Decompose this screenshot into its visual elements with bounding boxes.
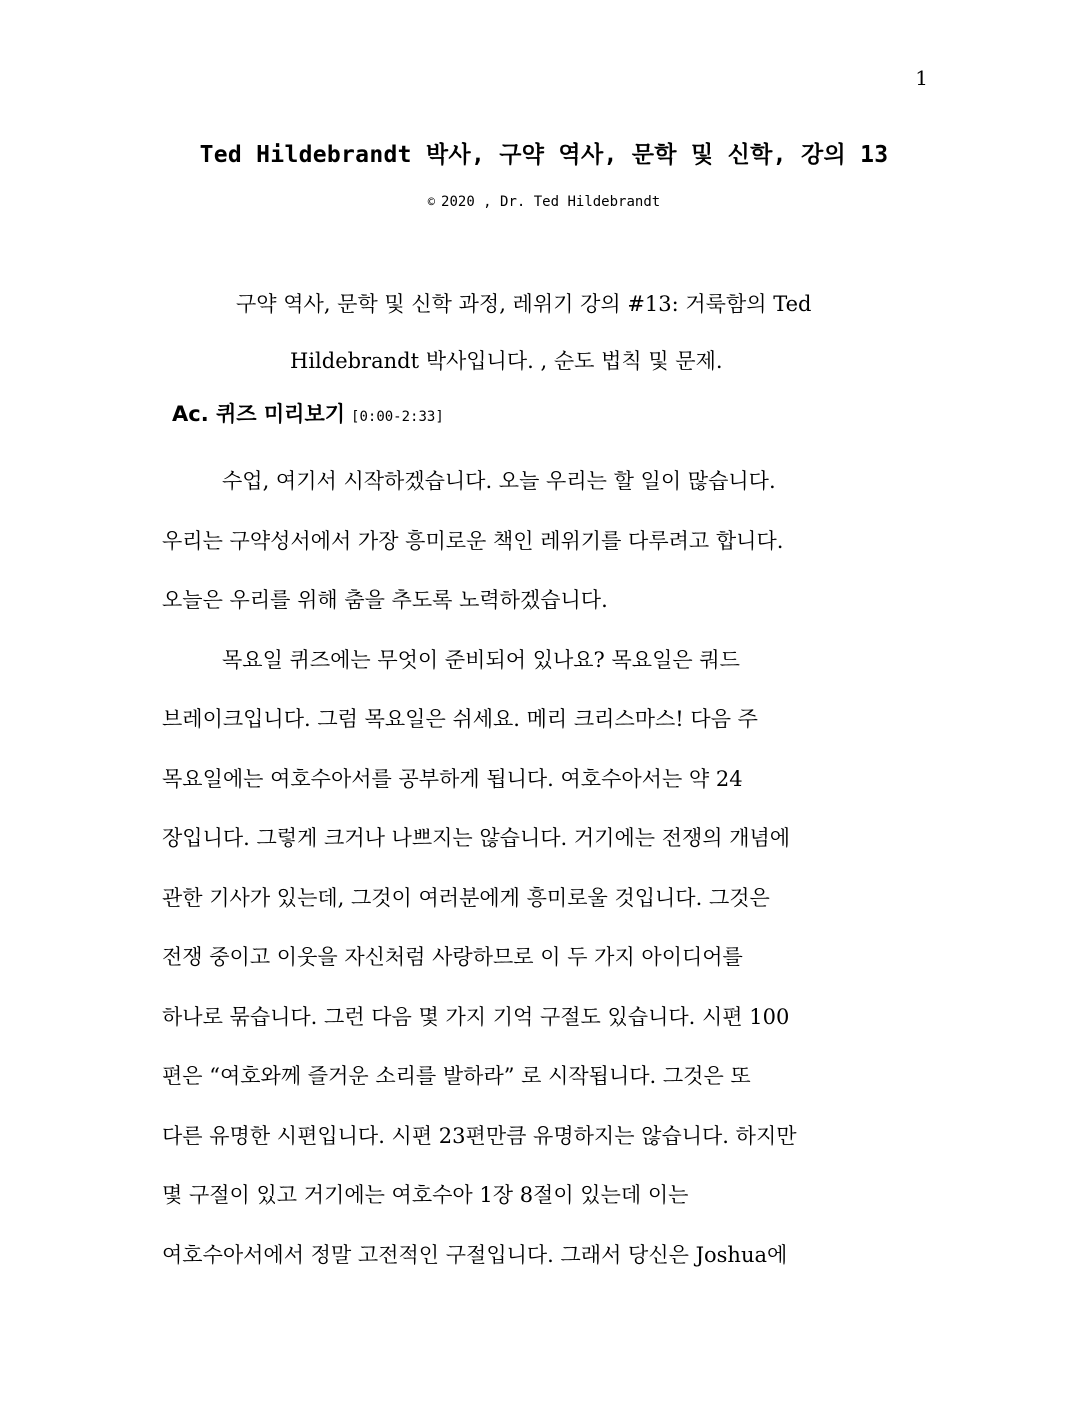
body-line: 우리는 구약성서에서 가장 흥미로운 책인 레위기를 다루려고 합니다. xyxy=(162,528,784,553)
copyright-icon: © xyxy=(427,195,436,209)
section-timestamp: [0:00-2:33] xyxy=(351,409,444,425)
body-line: 전쟁 중이고 이웃을 자신처럼 사랑하므로 이 두 가지 아이디어를 xyxy=(162,945,743,969)
body-line: 하나로 묶습니다. 그런 다음 몇 가지 기억 구절도 있습니다. 시편 100 xyxy=(162,1004,790,1029)
intro-line: 구약 역사, 문학 및 신학 과정, 레위기 강의 #13: 거룩함의 Ted xyxy=(236,292,812,316)
body-line: 목요일 퀴즈에는 무엇이 준비되어 있나요? 목요일은 쿼드 xyxy=(222,647,740,672)
intro-paragraph xyxy=(166,276,926,390)
body-line: 수업, 여기서 시작하겠습니다. 오늘 우리는 할 일이 많습니다. xyxy=(222,469,776,493)
body-line: 편은 “여호와께 즐거운 소리를 발하라” 로 시작됩니다. 그것은 또 xyxy=(162,1064,751,1088)
body-line: 오늘은 우리를 위해 춤을 추도록 노력하겠습니다. xyxy=(162,588,608,612)
body-text xyxy=(162,452,922,1285)
body-line: 관한 기사가 있는데, 그것이 여러분에게 흥미로울 것입니다. 그것은 xyxy=(162,885,770,910)
section-heading xyxy=(172,398,444,428)
body-line: 장입니다. 그렇게 크거나 나쁘지는 않습니다. 거기에는 전쟁의 개념에 xyxy=(162,826,791,850)
copyright-text: 2020 , Dr. Ted Hildebrandt xyxy=(441,194,661,210)
intro-line: Hildebrandt 박사입니다. , 순도 법칙 및 문제. xyxy=(290,349,723,373)
document-title: Ted Hildebrandt 박사, 구약 역사, 문학 및 신학, 강의 13 xyxy=(199,142,889,168)
copyright-line xyxy=(0,194,1088,210)
section-heading-text: Ac. 퀴즈 미리보기 xyxy=(172,402,346,426)
body-line: 몇 구절이 있고 거기에는 여호수아 1장 8절이 있는데 이는 xyxy=(162,1183,689,1207)
body-line: 여호수아서에서 정말 고전적인 구절입니다. 그래서 당신은 Joshua에 xyxy=(162,1242,788,1267)
body-line: 다른 유명한 시편입니다. 시편 23편만큼 유명하지는 않습니다. 하지만 xyxy=(162,1123,797,1148)
body-line: 브레이크입니다. 그럼 목요일은 쉬세요. 메리 크리스마스! 다음 주 xyxy=(162,707,758,731)
page-number: 1 xyxy=(915,66,928,90)
body-line: 목요일에는 여호수아서를 공부하게 됩니다. 여호수아서는 약 24 xyxy=(162,766,743,791)
